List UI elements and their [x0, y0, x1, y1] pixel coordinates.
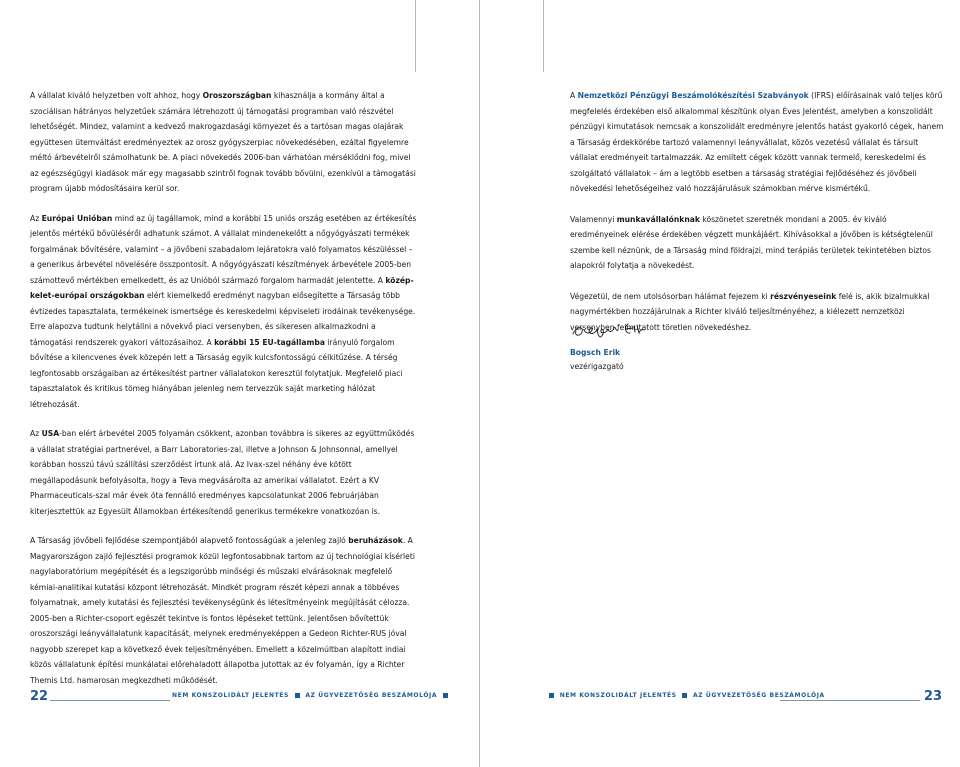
footer-label-nonconsolidated: NEM KONSZOLIDÁLT JELENTÉS [172, 692, 289, 699]
paragraph-investments: A Társaság jövőbeli fejlődése szempontjából alapvető fontosságúak a jelenleg zajló beruházások. A Magyarországon zajló fejlesztési programok közül legfontosabbnak tartom az új technológiai kísérleti nagylaboratórium megépítését és a legszigorúbb minőségi és műszaki elvárásoknak megfelelő kémiai-analitikai kutatási központ létrehozását. Mindkét program részét képezi annak a többéves folyamatnak, amely kutatási és fejlesztési tevékenységünk és létesítményeink megújítását célozza. 2005-ben a Richter-csoport egészét tekintve is fontos lépéseket tettünk. Jelentősen bővítettük oroszországi leányvállalatunk kapacitását, melynek eredményeképpen a Gedeon Richter-RUS jóval nagyobb szerepet kap a következő évek teljesítményében. Emellett a közelmúltban alapított indiai közös vállalatunk építési munkálatai előrehaladott állapotba jutottak az év folyamán, így a Richter Themis Ltd. hamarosan megkezdheti működését. [30, 536, 415, 685]
crop-mark-right [543, 0, 544, 72]
footer-square-icon [682, 693, 687, 698]
handwritten-signature [570, 318, 670, 342]
crop-mark-left [415, 0, 416, 72]
footer-square-icon [443, 693, 448, 698]
footer-label-left [172, 692, 451, 708]
page-fold [479, 0, 480, 767]
paragraph-employees: Valamennyi munkavállalónknak köszönetet szeretnék mondani a 2005. év kiváló eredményeinek elérése érdekében végzett munkájáért. Kihívásokkal a jövőben is kétségtelenül szembe kell néznünk, de a Társaság mind földrajzi, mind terápiás területek tekintetében biztos alapokról folytatja a növekedést. [570, 214, 933, 270]
footer-rule-left [50, 700, 170, 701]
page-number-left: 22 [30, 689, 49, 704]
footer-square-icon [295, 693, 300, 698]
page-number-right: 23 [924, 689, 943, 704]
paragraph-shareholders: Végezetül, de nem utolsósorban hálámat fejezem ki részvényeseink felé is, akik bizalmukkal nagymértékben hozzájárulnak a Richter kiváló teljesítményéhez, a kiélezett nemzetközi versenyben felmutatott töretlen növekedéshez. [570, 291, 930, 332]
footer-label-report: AZ ÜGYVEZETŐSÉG BESZÁMOLÓJA [305, 692, 438, 699]
signatory-title: vezérigazgató [570, 362, 624, 371]
footer-rule-right [780, 700, 920, 701]
paragraph-eu: Az Európai Unióban mind az új tagállamok, mind a korábbi 15 uniós ország esetében az értékesítés jelentős mértékű bővüléséről adhatunk számot. A vállalat mindenekelőtt a nőgyógyászati termékek forgalmának bővítésére, valamint – a jövőbeni szabadalom lejáratokra való folyamatos készüléssel – a generikus árbevétel növelésére összpontosít. A nőgyógyászati készítmények árbevétele 2005-ben számottevő mértékben emelkedett, és az Unióból származó forgalom harmadát jelentette. A közép-kelet-európai országokban elért kiemelkedő eredményt nagyban elősegítette a Társaság több évtizedes tapasztalata, termékeinek ismertsége és kereskedelmi képviseleti irodáinak tevékenysége. Erre alapozva tudtunk helytállni a növekvő piaci versenyben, és sikeresen alkalmazkodni a támogatási rendszerek gyakori változásaihoz. A korábbi 15 EU-tagállamba irányuló forgalom bővítése a kilencvenes évek közepén lett a Társaság egyik kulcsfontosságú célkitűzése. A térség legfontosabb országaiban az értékesítést partner vállalatokon keresztül folytatjuk. Megfelelő piaci tapasztalatok és kritikus tömeg hiányában jelenleg nem tervezzük saját marketing hálózat létrehozását. [30, 213, 417, 409]
right-column [570, 88, 945, 350]
paragraph-usa: Az USA-ban elért árbevétel 2005 folyamán csökkent, azonban továbbra is sikeres az együttműködés a vállalat stratégiai partnerével, a Barr Laboratories-zal, illetve a Johnson & Johnsonnal, amellyel korábban hosszú távú szállítási szerződést írtunk alá. Az Ivax-szel néhány éve kötött megállapodásunk befolyásolta, hogy a Teva megvásárolta az amerikai vállalatot. Ezért a KV Pharmaceuticals-szal már évek óta fennálló eredményes kapcsolatunkat 2006 februárjában kiterjesztettük az Egyesült Államokban értékesítendő generikus termékekre vonatkozóan is. [30, 429, 415, 516]
signatory-name: Bogsch Erik [570, 348, 621, 357]
footer-label-report: AZ ÜGYVEZETŐSÉG BESZÁMOLÓJA [693, 692, 825, 699]
footer-label-nonconsolidated: NEM KONSZOLIDÁLT JELENTÉS [559, 692, 677, 699]
paragraph-russia: A vállalat kiváló helyzetben volt ahhoz, hogy Oroszországban kihasználja a kormány által a szociálisan hátrányos helyzetűek számára létrehozott új támogatási programban való részvétel lehetőségét. Mindez, valamint a kedvező makrogazdasági környezet és a tartósan magas olajárak együttesen ütemváltást eredményeztek az orosz gyógyszerpiac növekedésében, ezáltal figyelemre méltó árbevételről számolhatunk be. A piaci növekedés 2006-ban várhatóan mérséklődni fog, mivel az egészségügyi kiadások már egy magasabb szintről fognak tovább bővülni, ezenkívül a támogatási program újabb módosításaira kerül sor. [30, 91, 416, 193]
left-column [30, 88, 418, 702]
paragraph-ifrs: A Nemzetközi Pénzügyi Beszámolókészítési Szabványok (IFRS) előírásainak való teljes körű megfelelés érdekében első alkalommal készítünk olyan Éves Jelentést, amelyben a konszolidált pénzügyi kimutatások nemcsak a konszolidált eredményre jelentős hatást gyakorló cégek, hanem a Társaság érdekkörébe tartozó valamennyi leányvállalat, közös vezetésű vállalat és társult vállalat eredményeit tartalmazzák. Az említett cégek között vannak termelő, kereskedelmi és szolgáltató vállalatok – ám a legtöbb esetben a társaság stratégiai fejlődéséhez és jövőbeli növekedési lehetőségeihez való hozzájárulásuk számokban mérve kismértékű. [570, 91, 944, 193]
footer-square-icon [549, 693, 554, 698]
